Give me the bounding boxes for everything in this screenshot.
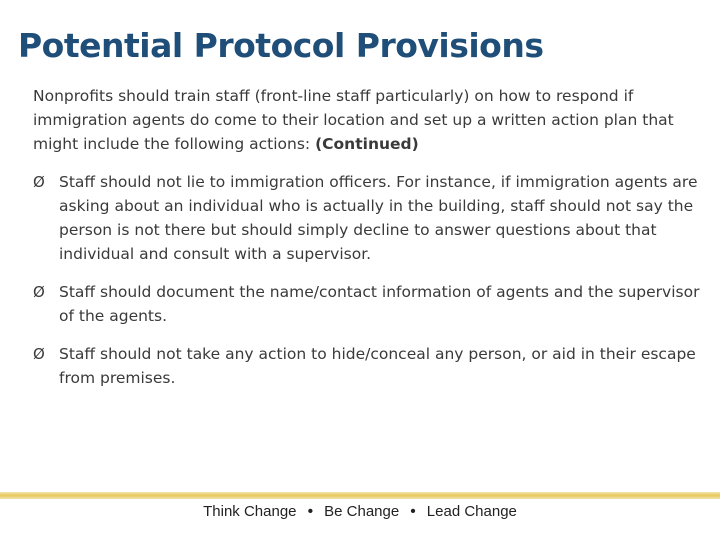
footer-item-lead: Lead Change	[426, 503, 517, 520]
footer-item-be: Be Change	[324, 503, 400, 520]
intro-emphasis: (Continued)	[315, 135, 419, 153]
bullet-item	[33, 280, 705, 328]
footer-tagline	[0, 501, 720, 523]
footer-divider	[0, 492, 720, 499]
intro-text: Nonprofits should train staff (front-line staff particularly) on how to respond if immigration agents do come to their location and set up a written action plan that might include the following actions:	[33, 87, 674, 153]
footer-separator: •	[410, 503, 416, 520]
bullet-text: Staff should document the name/contact information of agents and the supervisor of the agents.	[59, 283, 700, 325]
arrow-bullet-icon: Ø	[33, 173, 45, 191]
bullet-text: Staff should not take any action to hide/conceal any person, or aid in their escape from premises.	[59, 345, 696, 387]
bullet-text: Staff should not lie to immigration officers. For instance, if immigration agents are asking about an individual who is actually in the building, staff should not say the person is not there but should simply decline to answer questions about that individual and consult with a supervisor.	[59, 173, 698, 263]
intro-paragraph	[33, 84, 705, 156]
arrow-bullet-icon: Ø	[33, 283, 45, 301]
arrow-bullet-icon: Ø	[33, 345, 45, 363]
footer-item-think: Think Change	[203, 503, 297, 520]
bullet-item	[33, 170, 705, 266]
footer-separator: •	[307, 503, 313, 520]
bullet-item	[33, 342, 705, 390]
slide-title: Potential Protocol Provisions	[18, 26, 544, 65]
bullet-list	[33, 170, 705, 404]
